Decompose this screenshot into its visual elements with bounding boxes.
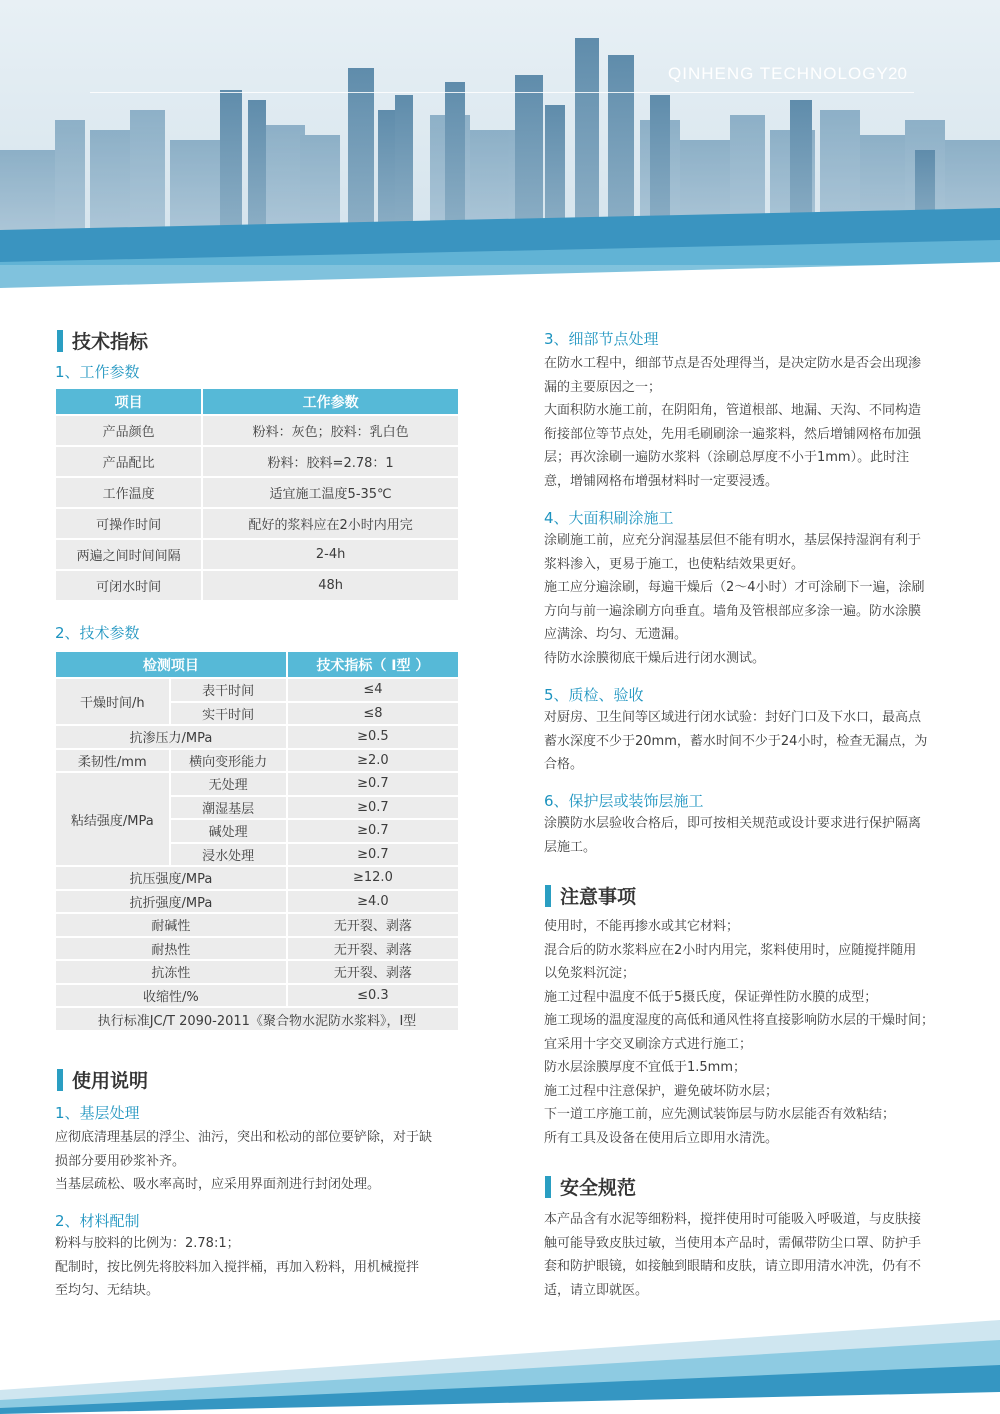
table-row <box>55 913 459 937</box>
table-header: 检测项目 <box>55 651 287 678</box>
text-line: 涂膜防水层验收合格后，即可按相关规范或设计要求进行保护隔离 <box>544 816 922 831</box>
city-skyline-banner <box>0 0 1000 320</box>
cell: ≥0.7 <box>287 843 459 867</box>
cell: ≥0.7 <box>287 772 459 796</box>
table-row <box>55 415 459 446</box>
table-row <box>55 960 459 984</box>
paragraph-mix <box>55 1232 419 1303</box>
text-line: 配制时，按比例先将胶料加入搅拌桶，再加入粉料，用机械搅拌 <box>55 1259 420 1275</box>
cell: ≤0.3 <box>287 984 459 1008</box>
cell: 抗冻性 <box>55 960 287 984</box>
table-row <box>55 725 459 749</box>
text-line: 下一道工序施工前，应先测试装饰层与防水层能否有效粘结； <box>544 1107 896 1122</box>
text-line: 施工现场的温度湿度的高低和通风性将直接影响防水层的干燥时间； <box>544 1013 935 1028</box>
text-line: 触可能导致皮肤过敏，当使用本产品时，需佩带防尘口罩、防护手 <box>544 1235 922 1251</box>
paragraph-inspection <box>544 706 927 777</box>
text-line: 应满涂、均匀、无遗漏。 <box>544 627 688 642</box>
cell: 配好的浆料应在2小时内用完 <box>202 508 459 539</box>
subheading-large-area: 4、大面积刷涂施工 <box>544 509 674 527</box>
cell: 干燥时间/h <box>55 678 170 725</box>
paragraph-large-area <box>544 529 925 670</box>
table-row <box>55 772 459 796</box>
text-line: 本产品含有水泥等细粉料，搅拌使用时可能吸入呼吸道，与皮肤接 <box>544 1212 922 1227</box>
paragraph-notes <box>544 915 934 1150</box>
cell: 耐热性 <box>55 937 287 961</box>
text-line: 对厨房、卫生间等区域进行闭水试验：封好门口及下水口，最高点 <box>544 710 922 725</box>
heading-bar <box>545 1176 551 1198</box>
table-row <box>55 749 459 773</box>
cell: 抗压强度/MPa <box>55 866 287 890</box>
table-row <box>55 984 459 1008</box>
cell: ≥12.0 <box>287 866 459 890</box>
heading-bar <box>57 1069 63 1091</box>
work-params-table <box>54 387 460 602</box>
tech-params-table <box>54 650 460 1032</box>
cell: ≥0.5 <box>287 725 459 749</box>
paragraph-detail <box>544 352 921 493</box>
text-line: 适，请立即就医。 <box>544 1282 649 1298</box>
cell: 耐碱性 <box>55 913 287 937</box>
text-line: 意，增铺网格布增强材料时一定要浸透。 <box>544 473 779 489</box>
paragraph-base <box>55 1126 432 1197</box>
text-line: 应彻底清理基层的浮尘、油污，突出和松动的部位要铲除，对于缺 <box>55 1130 433 1145</box>
table-row <box>55 890 459 914</box>
table-row <box>55 937 459 961</box>
text-line: 层；再次涂刷一遍防水浆料（涂刷总厚度不小于1mm）。此时注 <box>544 450 910 465</box>
subheading-work: 1、工作参数 <box>55 363 140 381</box>
cell: 工作温度 <box>55 477 202 508</box>
cell: 抗折强度/MPa <box>55 890 287 914</box>
heading-bar <box>57 330 63 352</box>
text-line: 施工过程中温度不低于5摄氏度，保证弹性防水膜的成型； <box>544 989 878 1005</box>
text-line: 浆料渗入，更易于施工，也使粘结效果更好。 <box>544 556 805 572</box>
section-heading-tech <box>57 327 148 354</box>
text-line: 施工过程中注意保护，避免破坏防水层； <box>544 1083 779 1099</box>
heading-text: 安全规范 <box>560 1177 637 1199</box>
section-heading-usage <box>57 1066 148 1093</box>
cell: 48h <box>202 570 459 601</box>
table-row <box>55 446 459 477</box>
standard-cell: 执行标准JC/T 2090-2011《聚合物水泥防水浆料》，Ⅰ型 <box>55 1007 459 1031</box>
cell: 产品配比 <box>55 446 202 477</box>
text-line: 待防水涂膜彻底干燥后进行闭水测试。 <box>544 650 766 666</box>
header-rule <box>90 92 914 93</box>
cell: 碱处理 <box>170 819 287 843</box>
subheading-mix: 2、材料配制 <box>55 1212 140 1230</box>
text-line: 蓄水深度不少于20mm，蓄水时间不少于24小时，检查无漏点，为 <box>544 733 928 749</box>
cell: 抗渗压力/MPa <box>55 725 287 749</box>
text-line: 所有工具及设备在使用后立即用水清洗。 <box>544 1130 779 1146</box>
cell: 可操作时间 <box>55 508 202 539</box>
cell: ≥2.0 <box>287 749 459 773</box>
subheading-protection: 6、保护层或装饰层施工 <box>544 792 704 810</box>
table-row <box>55 1007 459 1031</box>
paragraph-protection <box>544 812 921 859</box>
cell: 收缩性/% <box>55 984 287 1008</box>
heading-text: 技术指标 <box>72 331 149 353</box>
text-line: 至均匀、无结块。 <box>55 1283 160 1298</box>
cell: 粉料：灰色；胶料：乳白色 <box>202 415 459 446</box>
heading-text: 使用说明 <box>72 1070 149 1092</box>
text-line: 大面积防水施工前，在阴阳角，管道根部、地漏、天沟、不同构造 <box>544 403 922 418</box>
cell: 粘结强度/MPa <box>55 772 170 866</box>
cell: 无开裂、剥落 <box>287 913 459 937</box>
cell: ≥0.7 <box>287 796 459 820</box>
subheading-base: 1、基层处理 <box>55 1104 140 1122</box>
table-row <box>55 678 459 702</box>
cell: ≥4.0 <box>287 890 459 914</box>
text-line: 当基层疏松、吸水率高时，应采用界面剂进行封闭处理。 <box>55 1177 381 1192</box>
text-line: 粉料与胶料的比例为：2.78:1； <box>55 1236 240 1251</box>
cell: 潮湿基层 <box>170 796 287 820</box>
text-line: 方向与前一遍涂刷方向垂直。墙角及管根部应多涂一遍。防水涂膜 <box>544 603 922 619</box>
cell: 2-4h <box>202 539 459 570</box>
text-line: 合格。 <box>544 757 584 772</box>
brand-name: QINHENG TECHNOLOGY <box>668 64 889 83</box>
subheading-inspection: 5、质检、验收 <box>544 686 644 704</box>
text-line: 防水层涂膜厚度不宜低于1.5mm； <box>544 1060 747 1075</box>
subheading-param: 2、技术参数 <box>55 624 140 642</box>
page-number: 20 <box>888 64 907 83</box>
text-line: 混合后的防水浆料应在2小时内用完，浆料使用时，应随搅拌随用 <box>544 942 917 958</box>
heading-bar <box>545 885 551 907</box>
text-line: 套和防护眼镜，如接触到眼睛和皮肤，请立即用清水冲洗，仍有不 <box>544 1259 922 1274</box>
section-heading-notes <box>545 882 636 909</box>
cell: ≤8 <box>287 702 459 726</box>
text-line: 衔接部位等节点处，先用毛刷刷涂一遍浆料，然后增铺网格布加强 <box>544 426 922 442</box>
paragraph-safety <box>544 1208 921 1302</box>
cell: 无开裂、剥落 <box>287 960 459 984</box>
cell: 粉料：胶料=2.78：1 <box>202 446 459 477</box>
cell: 柔韧性/mm <box>55 749 170 773</box>
cell: 可闭水时间 <box>55 570 202 601</box>
table-header: 工作参数 <box>202 388 459 415</box>
text-line: 使用时，不能再掺水或其它材料； <box>544 919 740 934</box>
cell: 浸水处理 <box>170 843 287 867</box>
text-line: 以免浆料沉淀； <box>544 966 636 981</box>
cell: 表干时间 <box>170 678 287 702</box>
cell: 两遍之间时间间隔 <box>55 539 202 570</box>
text-line: 漏的主要原因之一； <box>544 379 662 395</box>
heading-text: 注意事项 <box>560 886 637 908</box>
cell: ≥0.7 <box>287 819 459 843</box>
table-row <box>55 539 459 570</box>
subheading-detail: 3、细部节点处理 <box>544 330 659 348</box>
cell: ≤4 <box>287 678 459 702</box>
text-line: 涂刷施工前，应充分润湿基层但不能有明水，基层保持湿润有利于 <box>544 533 922 548</box>
section-heading-safety <box>545 1173 636 1200</box>
text-line: 层施工。 <box>544 839 597 855</box>
footer-wave <box>0 1320 1000 1414</box>
table-row <box>55 477 459 508</box>
table-row <box>55 570 459 601</box>
text-line: 损部分要用砂浆补齐。 <box>55 1153 186 1169</box>
table-header: 技术指标（ Ⅰ型 ） <box>287 651 459 678</box>
table-row <box>55 866 459 890</box>
cell: 横向变形能力 <box>170 749 287 773</box>
table-row <box>55 508 459 539</box>
cell: 实干时间 <box>170 702 287 726</box>
cell: 适宜施工温度5-35℃ <box>202 477 459 508</box>
text-line: 施工应分遍涂刷，每遍干燥后（2～4小时）才可涂刷下一遍，涂刷 <box>544 580 925 595</box>
text-line: 宜采用十字交叉刷涂方式进行施工； <box>544 1036 753 1052</box>
text-line: 在防水工程中，细部节点是否处理得当，是决定防水是否会出现渗 <box>544 356 922 371</box>
cell: 无处理 <box>170 772 287 796</box>
cell: 无开裂、剥落 <box>287 937 459 961</box>
table-header: 项目 <box>55 388 202 415</box>
cell: 产品颜色 <box>55 415 202 446</box>
